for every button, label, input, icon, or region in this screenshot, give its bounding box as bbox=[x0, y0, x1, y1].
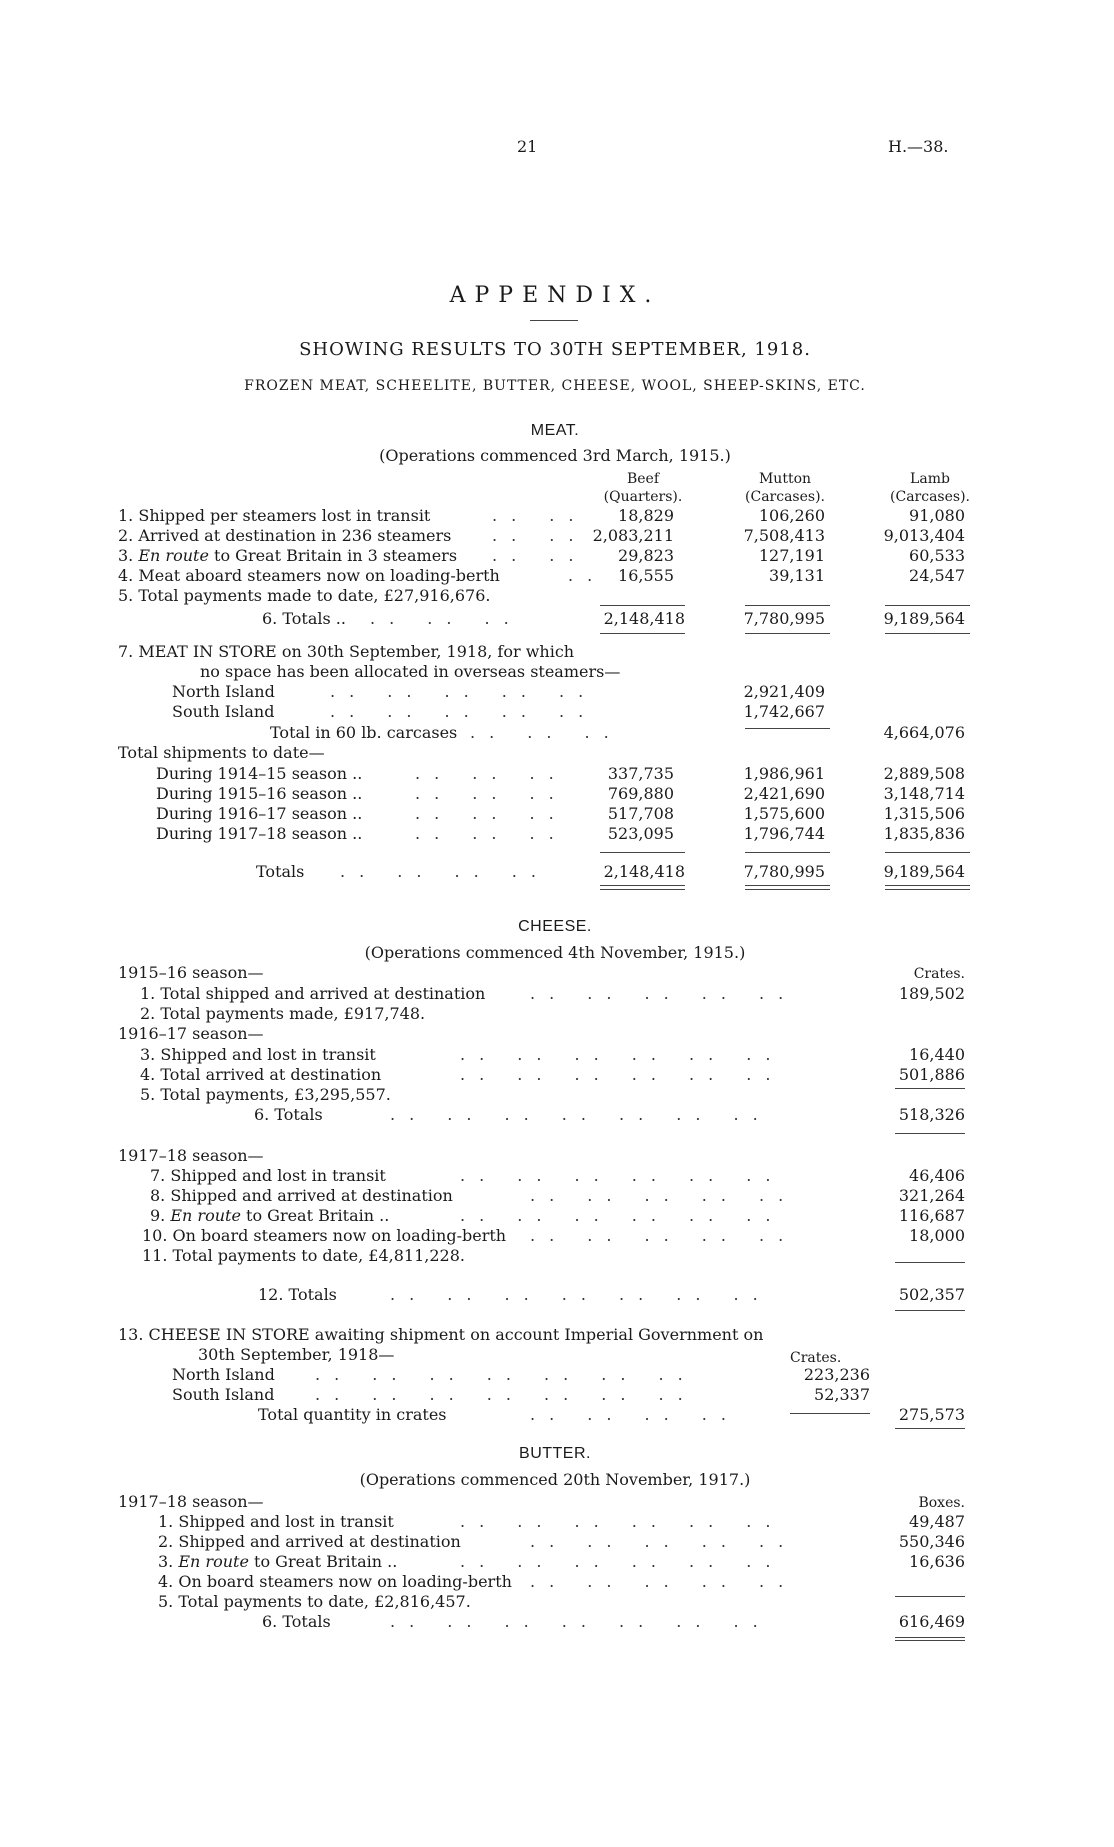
subtotal-rule bbox=[895, 1596, 965, 1597]
total-60lb-lamb: 4,664,076 bbox=[883, 723, 965, 742]
row-number: 3. bbox=[158, 1552, 174, 1571]
mutton-value: 106,260 bbox=[758, 506, 825, 525]
season-1915-16-label: 1915–16 season— bbox=[118, 963, 264, 982]
subtotal-rule bbox=[885, 605, 970, 606]
cheese-value: 16,440 bbox=[909, 1045, 965, 1064]
lamb-grand-total: 9,189,564 bbox=[883, 862, 965, 881]
en-route-text: En route bbox=[178, 1552, 249, 1571]
cheese-value: 321,264 bbox=[898, 1186, 965, 1205]
mutton-column-header: Mutton bbox=[758, 471, 812, 487]
cheese-payments-note: 2. Total payments made, £917,748. bbox=[140, 1004, 426, 1023]
appendix-title: APPENDIX. bbox=[449, 283, 661, 308]
south-island-label: South Island bbox=[172, 702, 275, 721]
cheese-row-label: 10. On board steamers now on loading-berth bbox=[142, 1226, 507, 1245]
beef-value: 16,555 bbox=[618, 566, 674, 585]
season-label: During 1915–16 season .. bbox=[156, 784, 363, 803]
mutton-value: 127,191 bbox=[758, 546, 825, 565]
cheese-heading: CHEESE. bbox=[518, 918, 592, 935]
cheese-value: 46,406 bbox=[909, 1166, 965, 1185]
crates-unit: Crates. bbox=[913, 966, 965, 982]
butter-value: 49,487 bbox=[909, 1512, 965, 1531]
total-quantity-value: 275,573 bbox=[898, 1405, 965, 1424]
season-label: During 1916–17 season .. bbox=[156, 804, 363, 823]
leader-dots: .. .. .. bbox=[415, 804, 568, 823]
leader-dots: .. .. .. bbox=[415, 784, 568, 803]
mutton-value: 7,508,413 bbox=[743, 526, 825, 545]
beef-value: 769,880 bbox=[607, 784, 674, 803]
meat-row-label: 2. Arrived at destination in 236 steamers bbox=[118, 526, 452, 545]
subtotal-rule bbox=[600, 852, 685, 853]
mutton-value: 39,131 bbox=[769, 566, 825, 585]
total-shipments-label: Total shipments to date— bbox=[118, 743, 325, 762]
mutton-value: 2,421,690 bbox=[743, 784, 825, 803]
beef-column-unit: (Quarters). bbox=[603, 489, 683, 505]
subtotal-rule bbox=[895, 1262, 965, 1263]
season-1917-18-label: 1917–18 season— bbox=[118, 1146, 264, 1165]
butter-row-label: 1. Shipped and lost in transit bbox=[158, 1512, 394, 1531]
leader-dots: .. .. bbox=[492, 526, 588, 545]
cheese-row-label bbox=[150, 1206, 389, 1225]
mutton-grand-total: 7,780,995 bbox=[743, 862, 825, 881]
row-label-rest: to Great Britain .. bbox=[240, 1206, 390, 1225]
double-rule bbox=[745, 885, 830, 886]
mutton-value: 1,986,961 bbox=[743, 764, 825, 783]
season-1917-18-label: 1917–18 season— bbox=[118, 1492, 264, 1511]
beef-value: 18,829 bbox=[618, 506, 674, 525]
season-label: During 1917–18 season .. bbox=[156, 824, 363, 843]
butter-row-label: 2. Shipped and arrived at destination bbox=[158, 1532, 461, 1551]
leader-dots: .. .. .. .. .. bbox=[330, 702, 598, 721]
meat-row-label: 1. Shipped per steamers lost in transit bbox=[118, 506, 431, 525]
north-island-mutton: 2,921,409 bbox=[743, 682, 825, 701]
beef-grand-total: 2,148,418 bbox=[603, 862, 685, 881]
leader-dots: .. .. bbox=[492, 546, 588, 565]
subtotal-rule bbox=[745, 852, 830, 853]
subtotal-rule bbox=[885, 852, 970, 853]
leader-dots: .. .. .. .. .. .. bbox=[460, 1065, 785, 1084]
leader-dots: .. .. .. bbox=[415, 824, 568, 843]
butter-row-label: 4. On board steamers now on loading-berth bbox=[158, 1572, 512, 1591]
butter-payments-note: 5. Total payments to date, £2,816,457. bbox=[158, 1592, 471, 1611]
butter-total: 616,469 bbox=[898, 1612, 965, 1631]
leader-dots: .. .. .. .. .. .. bbox=[460, 1045, 785, 1064]
cheese-in-store-label: 13. CHEESE IN STORE awaiting shipment on account Imperial Government on bbox=[118, 1325, 764, 1344]
results-subtitle: SHOWING RESULTS TO 30TH SEPTEMBER, 1918. bbox=[299, 339, 811, 360]
leader-dots: .. .. .. .. .. .. bbox=[460, 1166, 785, 1185]
cheese-totals-label: 12. Totals bbox=[258, 1285, 337, 1304]
double-rule bbox=[885, 889, 970, 890]
cheese-row-label: 4. Total arrived at destination bbox=[140, 1065, 382, 1084]
boxes-unit: Boxes. bbox=[918, 1495, 965, 1511]
leader-dots: .. .. .. .. .. bbox=[530, 984, 798, 1003]
beef-column-header: Beef bbox=[626, 471, 660, 487]
subtotal-rule bbox=[895, 1088, 965, 1089]
butter-value: 550,346 bbox=[898, 1532, 965, 1551]
leader-dots: .. .. .. .. .. .. bbox=[460, 1206, 785, 1225]
subtotal-rule bbox=[895, 1310, 965, 1311]
cheese-total: 502,357 bbox=[898, 1285, 965, 1304]
cheese-payments-note: 5. Total payments, £3,295,557. bbox=[140, 1085, 391, 1104]
mutton-column-unit: (Carcases). bbox=[745, 489, 825, 505]
lamb-value: 1,835,836 bbox=[883, 824, 965, 843]
butter-row-label bbox=[158, 1552, 397, 1571]
store-crates-unit: Crates. bbox=[790, 1350, 842, 1366]
row-number: 9. bbox=[150, 1206, 166, 1225]
beef-value: 2,083,211 bbox=[592, 526, 674, 545]
lamb-value: 2,889,508 bbox=[883, 764, 965, 783]
butter-heading: BUTTER. bbox=[519, 1445, 591, 1462]
cheese-value: 116,687 bbox=[898, 1206, 965, 1225]
south-island-label: South Island bbox=[172, 1385, 275, 1404]
subtotal-rule bbox=[895, 1133, 965, 1134]
double-rule bbox=[885, 885, 970, 886]
cheese-row-label: 8. Shipped and arrived at destination bbox=[150, 1186, 453, 1205]
leader-dots: .. .. .. .. .. bbox=[530, 1226, 798, 1245]
cheese-value: 18,000 bbox=[909, 1226, 965, 1245]
total-60lb-label: Total in 60 lb. carcases bbox=[270, 723, 458, 742]
leader-dots: .. .. .. .. .. .. bbox=[460, 1552, 785, 1571]
lamb-value: 91,080 bbox=[909, 506, 965, 525]
subtotal-rule bbox=[600, 633, 685, 634]
commodities-subtitle: FROZEN MEAT, SCHEELITE, BUTTER, CHEESE, WOOL, SHEEP-SKINS, ETC. bbox=[244, 378, 866, 394]
beef-value: 523,095 bbox=[607, 824, 674, 843]
leader-dots: .. .. .. .. .. bbox=[330, 682, 598, 701]
subtotal-rule bbox=[600, 605, 685, 606]
beef-value: 29,823 bbox=[618, 546, 674, 565]
row-number: 3. bbox=[118, 546, 134, 565]
meat-row-label: 4. Meat aboard steamers now on loading-berth bbox=[118, 566, 500, 585]
double-rule bbox=[745, 889, 830, 890]
butter-totals-label: 6. Totals bbox=[262, 1612, 331, 1631]
leader-dots: .. .. .. .. .. bbox=[530, 1532, 798, 1551]
leader-dots: .. bbox=[568, 566, 607, 585]
meat-totals-label: 6. Totals .. bbox=[262, 609, 346, 628]
north-island-label: North Island bbox=[172, 682, 275, 701]
mutton-total: 7,780,995 bbox=[743, 609, 825, 628]
document-reference: H.—38. bbox=[888, 137, 949, 156]
season-1916-17-label: 1916–17 season— bbox=[118, 1024, 264, 1043]
leader-dots: .. .. bbox=[492, 506, 588, 525]
leader-dots: .. .. .. .. .. .. bbox=[460, 1512, 785, 1531]
double-rule bbox=[600, 889, 685, 890]
total-quantity-label: Total quantity in crates bbox=[258, 1405, 447, 1424]
lamb-value: 9,013,404 bbox=[883, 526, 965, 545]
leader-dots: .. .. .. .. .. .. .. bbox=[315, 1365, 697, 1384]
lamb-column-header: Lamb bbox=[910, 471, 950, 487]
north-island-label: North Island bbox=[172, 1365, 275, 1384]
subtotal-rule bbox=[895, 1428, 965, 1429]
double-rule bbox=[895, 1640, 965, 1641]
leader-dots: .. .. .. .. bbox=[530, 1405, 740, 1424]
north-island-crates: 223,236 bbox=[803, 1365, 870, 1384]
en-route-text: En route bbox=[138, 546, 209, 565]
south-island-mutton: 1,742,667 bbox=[743, 702, 825, 721]
page-number: 21 bbox=[517, 137, 538, 156]
leader-dots: .. .. .. .. .. .. .. bbox=[390, 1105, 772, 1124]
lamb-value: 3,148,714 bbox=[883, 784, 965, 803]
leader-dots: .. .. .. .. .. bbox=[530, 1572, 798, 1591]
meat-in-store-label-cont: no space has been allocated in overseas steamers— bbox=[200, 662, 621, 681]
lamb-total: 9,189,564 bbox=[883, 609, 965, 628]
cheese-value: 501,886 bbox=[898, 1065, 965, 1084]
cheese-value: 189,502 bbox=[898, 984, 965, 1003]
beef-value: 337,735 bbox=[607, 764, 674, 783]
title-rule bbox=[530, 320, 578, 321]
beef-total: 2,148,418 bbox=[603, 609, 685, 628]
lamb-value: 60,533 bbox=[909, 546, 965, 565]
en-route-text: En route bbox=[170, 1206, 241, 1225]
cheese-total: 518,326 bbox=[898, 1105, 965, 1124]
cheese-totals-label: 6. Totals bbox=[254, 1105, 323, 1124]
meat-in-store-label: 7. MEAT IN STORE on 30th September, 1918, for which bbox=[118, 642, 575, 661]
meat-note: (Operations commenced 3rd March, 1915.) bbox=[379, 446, 731, 465]
leader-dots: .. .. .. bbox=[415, 764, 568, 783]
cheese-row-label: 7. Shipped and lost in transit bbox=[150, 1166, 386, 1185]
leader-dots: .. .. .. bbox=[370, 609, 523, 628]
leader-dots: .. .. .. .. .. .. .. bbox=[390, 1285, 772, 1304]
lamb-value: 1,315,506 bbox=[883, 804, 965, 823]
beef-value: 517,708 bbox=[607, 804, 674, 823]
row-label-rest: to Great Britain in 3 steamers bbox=[208, 546, 458, 565]
cheese-row-label: 3. Shipped and lost in transit bbox=[140, 1045, 376, 1064]
lamb-value: 24,547 bbox=[909, 566, 965, 585]
season-label: During 1914–15 season .. bbox=[156, 764, 363, 783]
cheese-payments-note: 11. Total payments to date, £4,811,228. bbox=[142, 1246, 465, 1265]
butter-value: 16,636 bbox=[909, 1552, 965, 1571]
grand-totals-label: Totals bbox=[256, 862, 305, 881]
lamb-column-unit: (Carcases). bbox=[890, 489, 970, 505]
cheese-row-label: 1. Total shipped and arrived at destination bbox=[140, 984, 486, 1003]
leader-dots: .. .. .. .. .. bbox=[530, 1186, 798, 1205]
subtotal-rule bbox=[745, 633, 830, 634]
leader-dots: .. .. .. .. bbox=[340, 862, 550, 881]
mutton-value: 1,796,744 bbox=[743, 824, 825, 843]
cheese-note: (Operations commenced 4th November, 1915.) bbox=[364, 943, 746, 962]
meat-row-label bbox=[118, 546, 457, 565]
double-rule bbox=[895, 1637, 965, 1638]
subtotal-rule bbox=[745, 605, 830, 606]
leader-dots: .. .. .. .. .. .. .. bbox=[315, 1385, 697, 1404]
row-label-rest: to Great Britain .. bbox=[248, 1552, 398, 1571]
leader-dots: .. .. .. .. .. .. .. bbox=[390, 1612, 772, 1631]
leader-dots: .. .. .. bbox=[470, 723, 623, 742]
mutton-value: 1,575,600 bbox=[743, 804, 825, 823]
double-rule bbox=[600, 885, 685, 886]
meat-heading: MEAT. bbox=[530, 422, 580, 439]
meat-row-label: 5. Total payments made to date, £27,916,676. bbox=[118, 586, 491, 605]
subtotal-rule bbox=[745, 728, 830, 729]
butter-note: (Operations commenced 20th November, 1917.) bbox=[359, 1470, 751, 1489]
subtotal-rule bbox=[885, 633, 970, 634]
south-island-crates: 52,337 bbox=[814, 1385, 870, 1404]
cheese-in-store-label-cont: 30th September, 1918— bbox=[198, 1345, 395, 1364]
